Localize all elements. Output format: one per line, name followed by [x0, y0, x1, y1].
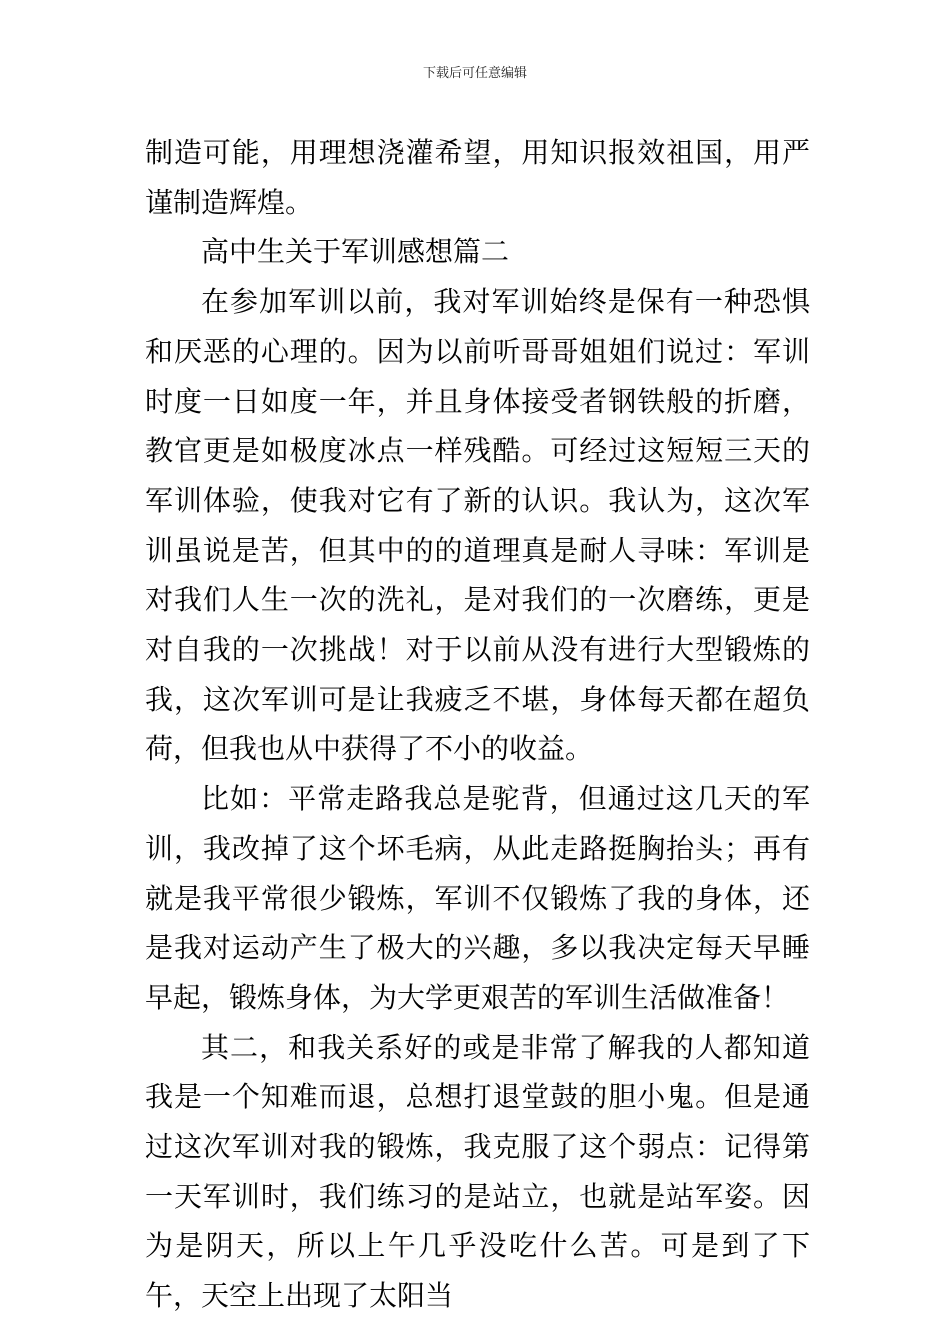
- paragraph: 其二，和我关系好的或是非常了解我的人都知道我是一个知难而退，总想打退堂鼓的胆小鬼。但是通过这次军训对我的锻炼，我克服了这个弱点：记得第一天军训时，我们练习的是站立，也就是站军姿。因为是阴天，所以上午几乎没吃什么苦。可是到了下午，天空上出现了太阳当: [145, 1030, 810, 1313]
- document-body: [145, 128, 810, 1321]
- page-header: 下载后可任意编辑: [422, 66, 527, 81]
- paragraph-continuation: 制造可能，用理想浇灌希望，用知识报效祖国，用严谨制造辉煌。: [145, 136, 810, 219]
- paragraph: 比如：平常走路我总是驼背，但通过这几天的军训，我改掉了这个坏毛病，从此走路挺胸抬头；再有就是我平常很少锻炼，军训不仅锻炼了我的身体，还是我对运动产生了极大的兴趣，多以我决定每天早睡早起，锻炼身体，为大学更艰苦的军训生活做准备！: [145, 782, 810, 1014]
- section-title: 高中生关于军训感想篇二: [201, 235, 510, 269]
- paragraph: 在参加军训以前，我对军训始终是保有一种恐惧和厌恶的心理的。因为以前听哥哥姐姐们说过：军训时度一日如度一年，并且身体接受者钢铁般的折磨，教官更是如极度冰点一样残酷。可经过这短短三天的军训体验，使我对它有了新的认识。我认为，这次军训虽说是苦，但其中的的道理真是耐人寻味：军训是对我们人生一次的洗礼，是对我们的一次磨练，更是对自我的一次挑战！对于以前从没有进行大型锻炼的我，这次军训可是让我疲乏不堪，身体每天都在超负荷，但我也从中获得了不小的收益。: [145, 285, 810, 766]
